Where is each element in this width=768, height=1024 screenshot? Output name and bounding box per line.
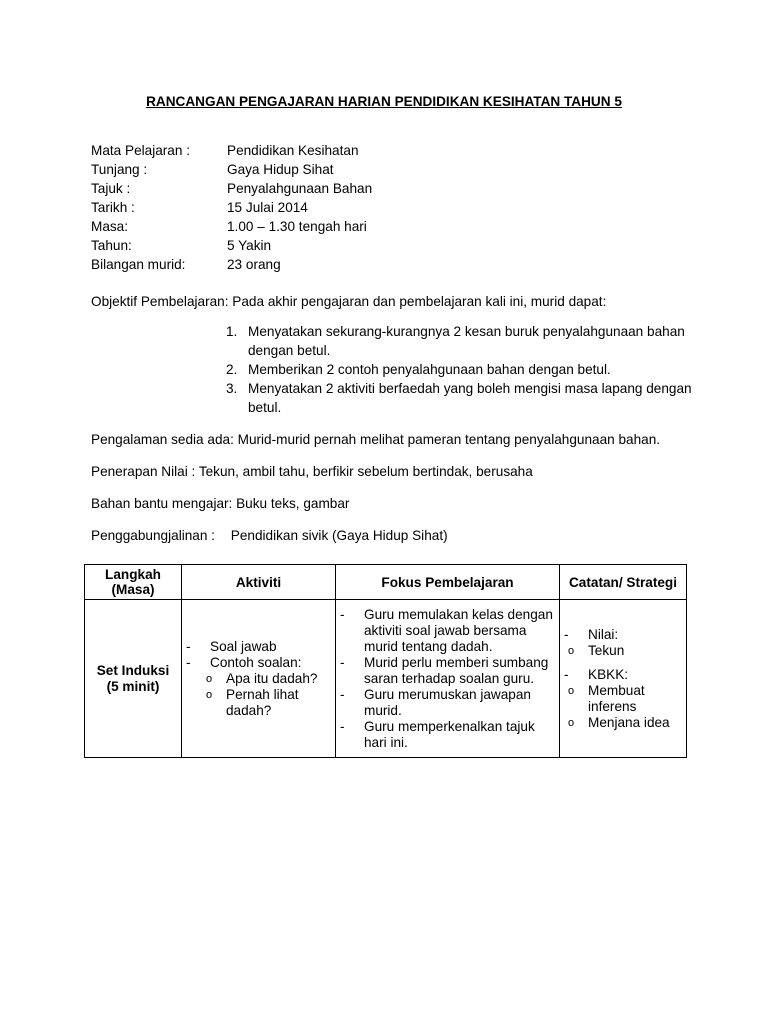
catatan-text: Membuat inferens bbox=[588, 682, 645, 714]
dash-marker: - bbox=[186, 654, 191, 670]
list-item bbox=[560, 667, 686, 683]
info-value: 23 orang bbox=[227, 257, 281, 272]
info-key: Masa: bbox=[91, 219, 129, 234]
pengalaman-sedia-ada: Pengalaman sedia ada: Murid-murid pernah melihat pameran tentang penyalahgunaan bahan. bbox=[91, 432, 661, 447]
objektif-item bbox=[226, 379, 696, 417]
info-key: Tarikh : bbox=[91, 200, 135, 215]
objektif-number: 1. bbox=[226, 324, 238, 339]
page-title-text: RANCANGAN PENGAJARAN HARIAN PENDIDIKAN KESIHATAN TAHUN 5 bbox=[146, 94, 622, 109]
dash-marker: - bbox=[564, 626, 569, 642]
objektif-item bbox=[226, 322, 696, 360]
dash-marker: - bbox=[340, 686, 345, 702]
fokus-text: Guru memperkenalkan tajuk hari ini. bbox=[364, 718, 535, 750]
cell-langkah bbox=[85, 600, 182, 758]
info-row-tajuk bbox=[91, 179, 372, 198]
info-row-tunjang bbox=[91, 160, 372, 179]
fokus-text: Guru memulakan kelas dengan aktiviti soal jawab bersama murid tentang dadah. bbox=[364, 606, 553, 654]
info-value: Gaya Hidup Sihat bbox=[227, 162, 334, 177]
info-key: Mata Pelajaran : bbox=[91, 143, 190, 158]
info-key: Tajuk : bbox=[91, 181, 131, 196]
circle-bullet-icon: o bbox=[568, 684, 575, 697]
list-item bbox=[336, 719, 559, 751]
catatan-text: Menjana idea bbox=[588, 714, 670, 730]
info-value: Pendidikan Kesihatan bbox=[227, 143, 359, 158]
bahan-bantu-mengajar: Bahan bantu mengajar: Buku teks, gambar bbox=[91, 496, 350, 511]
list-item bbox=[560, 683, 686, 715]
list-item bbox=[182, 671, 335, 687]
catatan-text: Tekun bbox=[588, 642, 625, 658]
aktiviti-text: Contoh soalan: bbox=[210, 654, 302, 670]
dash-marker: - bbox=[564, 666, 569, 682]
table-header-row bbox=[85, 565, 687, 600]
header-aktiviti: Aktiviti bbox=[182, 565, 336, 600]
info-value: 1.00 – 1.30 tengah hari bbox=[227, 219, 367, 234]
objektif-number: 2. bbox=[226, 362, 238, 377]
header-fokus: Fokus Pembelajaran bbox=[336, 565, 560, 600]
header-langkah-line1: Langkah bbox=[105, 567, 161, 582]
cell-fokus bbox=[336, 600, 560, 758]
fokus-list bbox=[336, 607, 559, 751]
list-item bbox=[560, 643, 686, 659]
info-value: 15 Julai 2014 bbox=[227, 200, 308, 215]
penggabungjalinan-value: Pendidikan sivik (Gaya Hidup Sihat) bbox=[230, 528, 448, 543]
circle-bullet-icon: o bbox=[568, 644, 575, 657]
list-item bbox=[560, 627, 686, 643]
aktiviti-subtext: Apa itu dadah? bbox=[226, 670, 318, 686]
objektif-intro: Objektif Pembelajaran: Pada akhir pengajaran dan pembelajaran kali ini, murid dapat: bbox=[91, 294, 607, 309]
penggabungjalinan-key: Penggabungjalinan : bbox=[91, 528, 215, 543]
circle-bullet-icon: o bbox=[206, 688, 213, 701]
header-langkah bbox=[85, 565, 182, 600]
info-key: Tunjang : bbox=[91, 162, 148, 177]
circle-bullet-icon: o bbox=[568, 716, 575, 729]
langkah-time: (5 minit) bbox=[106, 678, 160, 694]
objektif-text: Menyatakan 2 aktiviti berfaedah yang boleh mengisi masa lapang dengan betul. bbox=[248, 381, 692, 415]
fokus-text: Murid perlu memberi sumbang saran terhadap soalan guru. bbox=[364, 654, 549, 686]
list-item bbox=[182, 639, 335, 655]
info-value: 5 Yakin bbox=[227, 238, 272, 253]
info-row-tarikh bbox=[91, 198, 372, 217]
dash-marker: - bbox=[340, 718, 345, 734]
info-row-masa bbox=[91, 217, 372, 236]
list-item bbox=[336, 607, 559, 655]
header-langkah-line2: (Masa) bbox=[111, 582, 155, 597]
cell-catatan bbox=[560, 600, 687, 758]
info-value: Penyalahgunaan Bahan bbox=[227, 181, 373, 196]
page-title bbox=[0, 92, 768, 111]
dash-marker: - bbox=[340, 654, 345, 670]
objektif-number: 3. bbox=[226, 381, 238, 396]
list-item bbox=[560, 715, 686, 731]
objektif-text: Menyatakan sekurang-kurangnya 2 kesan buruk penyalahgunaan bahan dengan betul. bbox=[248, 324, 685, 358]
header-catatan: Catatan/ Strategi bbox=[560, 565, 687, 600]
circle-bullet-icon: o bbox=[206, 672, 213, 685]
penggabungjalinan bbox=[91, 526, 448, 545]
objektif-text: Memberikan 2 contoh penyalahgunaan bahan dengan betul. bbox=[248, 362, 611, 377]
catatan-list bbox=[560, 627, 686, 731]
info-row-mata-pelajaran bbox=[91, 141, 372, 160]
table-row bbox=[85, 600, 687, 758]
info-row-bilangan-murid bbox=[91, 255, 372, 274]
fokus-text: Guru merumuskan jawapan murid. bbox=[364, 686, 531, 718]
info-key: Bilangan murid: bbox=[91, 257, 186, 272]
aktiviti-subtext: Pernah lihat dadah? bbox=[226, 686, 299, 718]
lesson-info bbox=[91, 141, 372, 274]
aktiviti-text: Soal jawab bbox=[210, 638, 277, 654]
list-item bbox=[336, 655, 559, 687]
spacer bbox=[560, 659, 686, 667]
dash-marker: - bbox=[186, 638, 191, 654]
cell-aktiviti bbox=[182, 600, 336, 758]
objektif-list bbox=[226, 322, 696, 417]
catatan-label: Nilai: bbox=[588, 626, 619, 642]
info-row-tahun bbox=[91, 236, 372, 255]
dash-marker: - bbox=[340, 606, 345, 622]
list-item bbox=[336, 687, 559, 719]
objektif-item bbox=[226, 360, 696, 379]
list-item bbox=[182, 687, 335, 719]
info-key: Tahun: bbox=[91, 238, 132, 253]
lesson-plan-table bbox=[84, 564, 687, 758]
aktiviti-list bbox=[182, 639, 335, 719]
catatan-label: KBKK: bbox=[588, 666, 629, 682]
penerapan-nilai: Penerapan Nilai : Tekun, ambil tahu, berfikir sebelum bertindak, berusaha bbox=[91, 464, 533, 479]
list-item bbox=[182, 655, 335, 671]
langkah-name: Set Induksi bbox=[96, 662, 170, 678]
